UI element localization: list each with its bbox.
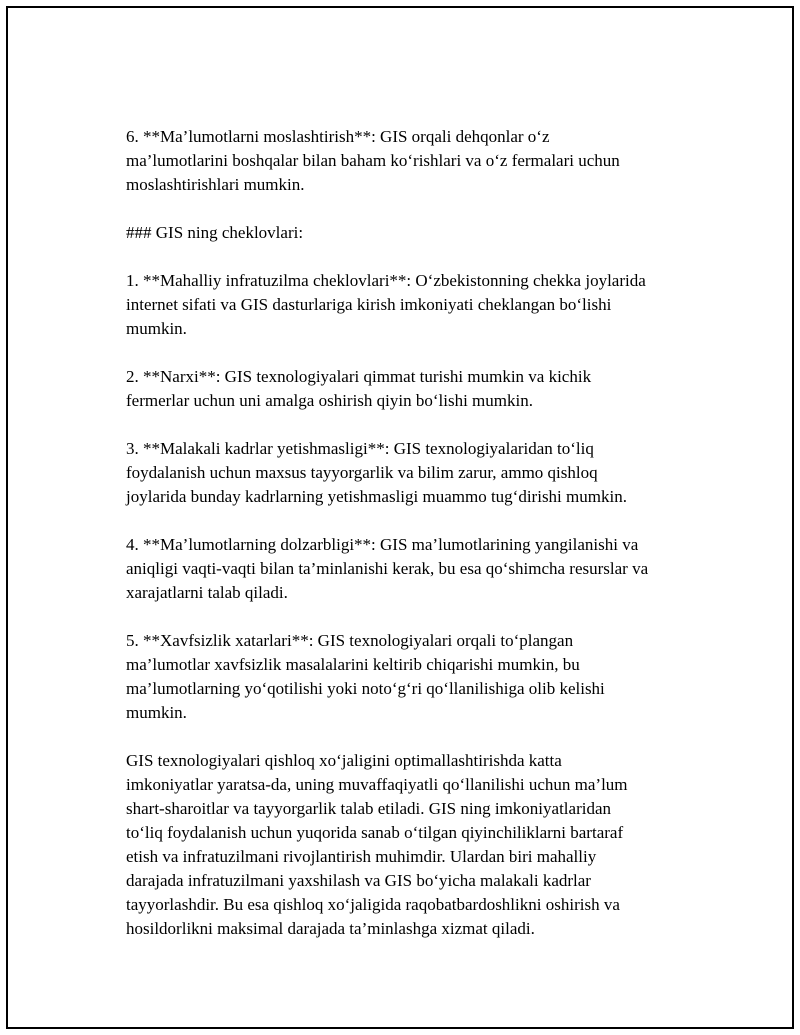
text-line: xarajatlarni talab qiladi.: [126, 583, 288, 602]
text-line: internet sifati va GIS dasturlariga kirish imkoniyati cheklangan bo‘lishi: [126, 295, 612, 314]
section-heading: [126, 221, 726, 245]
text-line: foydalanish uchun maxsus tayyorgarlik va bilim zarur, ammo qishloq: [126, 463, 598, 482]
paragraph-qualified-staff: [126, 437, 726, 509]
text-line: ma’lumotlarini boshqalar bilan baham ko‘rishlari va o‘z fermalari uchun: [126, 151, 620, 170]
text-line: ma’lumotlar xavfsizlik masalalarini keltirib chiqarishi mumkin, bu: [126, 655, 580, 674]
text-line: 6. **Ma’lumotlarni moslashtirish**: GIS orqali dehqonlar o‘z: [126, 127, 550, 146]
text-line: tayyorlashdir. Bu esa qishloq xo‘jaligida raqobatbardoshlikni oshirish va: [126, 895, 620, 914]
text-line: fermerlar uchun uni amalga oshirish qiyin bo‘lishi mumkin.: [126, 391, 533, 410]
text-line: GIS texnologiyalari qishloq xo‘jaligini optimallashtirishda katta: [126, 751, 562, 770]
text-line: moslashtirishlari mumkin.: [126, 175, 305, 194]
document-body: [126, 125, 726, 965]
text-line: etish va infratuzilmani rivojlantirish muhimdir. Ulardan biri mahalliy: [126, 847, 597, 866]
page-frame: [6, 6, 794, 1029]
text-line: aniqligi vaqti-vaqti bilan ta’minlanishi kerak, bu esa qo‘shimcha resurslar va: [126, 559, 649, 578]
text-line: imkoniyatlar yaratsa-da, uning muvaffaqiyatli qo‘llanilishi uchun ma’lum: [126, 775, 628, 794]
paragraph-cost: [126, 365, 726, 413]
text-line: ma’lumotlarning yo‘qotilishi yoki noto‘g‘ri qo‘llanilishiga olib kelishi: [126, 679, 605, 698]
text-line: mumkin.: [126, 319, 187, 338]
paragraph-security-risks: [126, 629, 726, 725]
text-line: mumkin.: [126, 703, 187, 722]
text-line: hosildorlikni maksimal darajada ta’minlashga xizmat qiladi.: [126, 919, 535, 938]
text-line: shart-sharoitlar va tayyorgarlik talab etiladi. GIS ning imkoniyatlaridan: [126, 799, 611, 818]
paragraph-data-customization: [126, 125, 726, 197]
text-line: 3. **Malakali kadrlar yetishmasligi**: GIS texnologiyalaridan to‘liq: [126, 439, 594, 458]
text-line: 5. **Xavfsizlik xatarlari**: GIS texnologiyalari orqali to‘plangan: [126, 631, 574, 650]
paragraph-infrastructure-limits: [126, 269, 726, 341]
text-line: darajada infratuzilmani yaxshilash va GIS bo‘yicha malakali kadrlar: [126, 871, 591, 890]
text-line: to‘liq foydalanish uchun yuqorida sanab o‘tilgan qiyinchiliklarni bartaraf: [126, 823, 624, 842]
text-line: joylarida bunday kadrlarning yetishmasligi muammo tug‘dirishi mumkin.: [126, 487, 627, 506]
heading-line: ### GIS ning cheklovlari:: [126, 223, 304, 242]
paragraph-conclusion: [126, 749, 726, 941]
paragraph-data-relevance: [126, 533, 726, 605]
text-line: 4. **Ma’lumotlarning dolzarbligi**: GIS ma’lumotlarining yangilanishi va: [126, 535, 639, 554]
text-line: 1. **Mahalliy infratuzilma cheklovlari**: O‘zbekistonning chekka joylarida: [126, 271, 646, 290]
text-line: 2. **Narxi**: GIS texnologiyalari qimmat turishi mumkin va kichik: [126, 367, 592, 386]
